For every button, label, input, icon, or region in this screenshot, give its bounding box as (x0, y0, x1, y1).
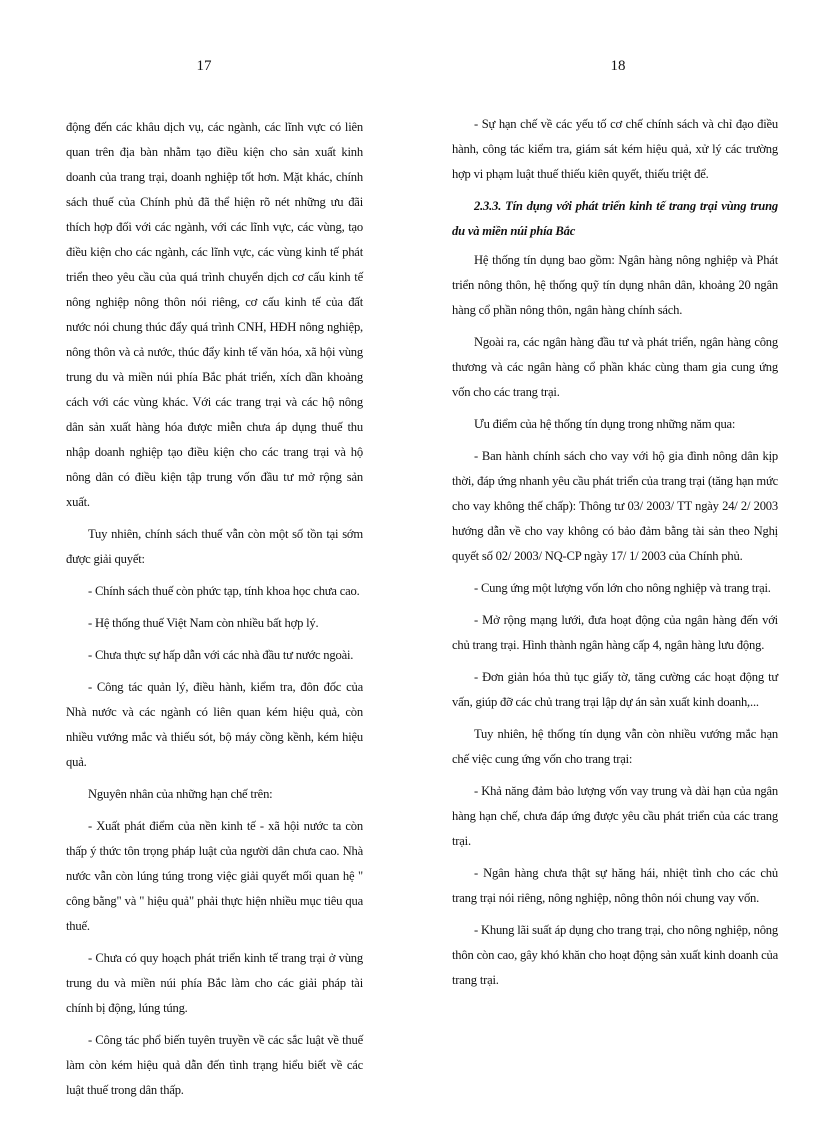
page-body (66, 115, 363, 1110)
list-item: - Đơn giản hóa thủ tục giấy tờ, tăng cường các hoạt động tư vấn, giúp đỡ các chủ trang trại lập dự án sản xuất kinh doanh,... (452, 670, 778, 709)
paragraph: Tuy nhiên, hệ thống tín dụng vẫn còn nhiều vướng mắc hạn chế việc cung ứng vốn cho trang trại: (452, 727, 778, 766)
right-page (408, 0, 816, 1123)
paragraph: Ưu điểm của hệ thống tín dụng trong những năm qua: (474, 417, 736, 431)
list-item: - Khung lãi suất áp dụng cho trang trại, cho nông nghiệp, nông thôn còn cao, gây khó khăn cho hoạt động sản xuất kinh doanh của trang trại. (452, 923, 778, 987)
list-item: - Chính sách thuế còn phức tạp, tính khoa học chưa cao. (88, 584, 360, 598)
page-number: 18 (610, 58, 626, 74)
paragraph: động đến các khâu dịch vụ, các ngành, các lĩnh vực có liên quan trên địa bàn nhằm tạo điều kiện cho sản xuất kinh doanh của trang trại, doanh nghiệp tốt hơn. Mặt khác, chính sách thuế của Chính phủ đã thể hiện rõ nét những ưu đãi thích hợp đối với các ngành, với các lĩnh vực, các vùng, tạo điều kiện cho các ngành, các lĩnh vực, các vùng kinh tế phát triển theo yêu cầu của quá trình chuyển dịch cơ cấu kinh tế nông nghiệp nông thôn nói riêng, cơ cấu kinh tế của đất nước nói chung thúc đẩy quá trình CNH, HĐH nông nghiệp, nông thôn và cả nước, thúc đẩy kinh tế văn hóa, xã hội vùng trung du và miền núi phía Bắc phát triển, xích dần khoảng cách với các vùng khác. Với các trang trại và các hộ nông dân sản xuất hàng hóa được miễn chưa áp dụng thuế thu nhập doanh nghiệp tạo điều kiện cho các trang trại và hộ nông dân có điều kiện tập trung vốn đầu tư mở rộng sản xuất. (66, 120, 363, 509)
paragraph: Nguyên nhân của những hạn chế trên: (88, 787, 273, 801)
paragraph: Ngoài ra, các ngân hàng đầu tư và phát triển, ngân hàng công thương và các ngân hàng cổ phần khác cùng tham gia cung ứng vốn cho các trang trại. (452, 335, 778, 399)
list-item: - Khả năng đảm bảo lượng vốn vay trung và dài hạn của ngân hàng hạn chế, chưa đáp ứng được yêu cầu phát triển của các trang trại. (452, 784, 778, 848)
list-item: - Công tác quản lý, điều hành, kiểm tra, đôn đốc của Nhà nước và các ngành có liên quan kém hiệu quả, còn nhiều vướng mắc và thiếu sót, bộ máy cồng kềnh, kém hiệu quả. (66, 680, 363, 769)
list-item: - Ngân hàng chưa thật sự hăng hái, nhiệt tình cho các chủ trang trại nói riêng, nông nghiệp, nông thôn nói chung vay vốn. (452, 866, 778, 905)
list-item: - Cung ứng một lượng vốn lớn cho nông nghiệp và trang trại. (474, 581, 771, 595)
section-heading: 2.3.3. Tín dụng với phát triển kinh tế trang trại vùng trung du và miền núi phía Bắc (452, 199, 778, 238)
list-item: - Chưa có quy hoạch phát triển kinh tế trang trại ở vùng trung du và miền núi phía Bắc làm cho các giải pháp tài chính bị động, lúng túng. (66, 951, 363, 1015)
page-body (452, 112, 778, 1000)
list-item: - Chưa thực sự hấp dẫn với các nhà đầu tư nước ngoài. (88, 648, 354, 662)
paragraph: Tuy nhiên, chính sách thuế vẫn còn một số tồn tại sớm được giải quyết: (66, 527, 363, 566)
list-item: - Hệ thống thuế Việt Nam còn nhiều bất hợp lý. (88, 616, 319, 630)
paragraph: Hệ thống tín dụng bao gồm: Ngân hàng nông nghiệp và Phát triển nông thôn, hệ thống quỹ tín dụng nhân dân, khoảng 20 ngân hàng cổ phần nông thôn, ngân hàng chính sách. (452, 253, 778, 317)
page-number: 17 (196, 58, 212, 74)
list-item: - Ban hành chính sách cho vay với hộ gia đình nông dân kịp thời, đáp ứng nhanh yêu cầu phát triển của trang trại (tăng hạn mức cho vay không thế chấp): Thông tư 03/ 2003/ TT ngày 24/ 2/ 2003 hướng dẫn về cho vay không có bảo đảm bằng tài sản theo Nghị quyết số 02/ 2003/ NQ-CP ngày 17/ 1/ 2003 của Chính phủ. (452, 449, 778, 563)
list-item: - Công tác phổ biến tuyên truyền về các sắc luật về thuế làm còn kém hiệu quả dẫn đến tình trạng hiểu biết về các luật thuế trong dân thấp. (66, 1033, 363, 1097)
list-item: - Sự hạn chế về các yếu tố cơ chế chính sách và chỉ đạo điều hành, công tác kiểm tra, giám sát kém hiệu quả, xử lý các trường hợp vi phạm luật thuế thiếu kiên quyết, thiếu triệt để. (452, 117, 778, 181)
list-item: - Xuất phát điểm của nền kinh tế - xã hội nước ta còn thấp ý thức tôn trọng pháp luật của người dân chưa cao. Nhà nước vẫn còn lúng túng trong việc giải quyết mối quan hệ " công bằng" và " hiệu quả" phải thực hiện nhiều mục tiêu qua thuế. (66, 819, 363, 933)
list-item: - Mở rộng mạng lưới, đưa hoạt động của ngân hàng đến với chủ trang trại. Hình thành ngân hàng cấp 4, ngân hàng lưu động. (452, 613, 778, 652)
